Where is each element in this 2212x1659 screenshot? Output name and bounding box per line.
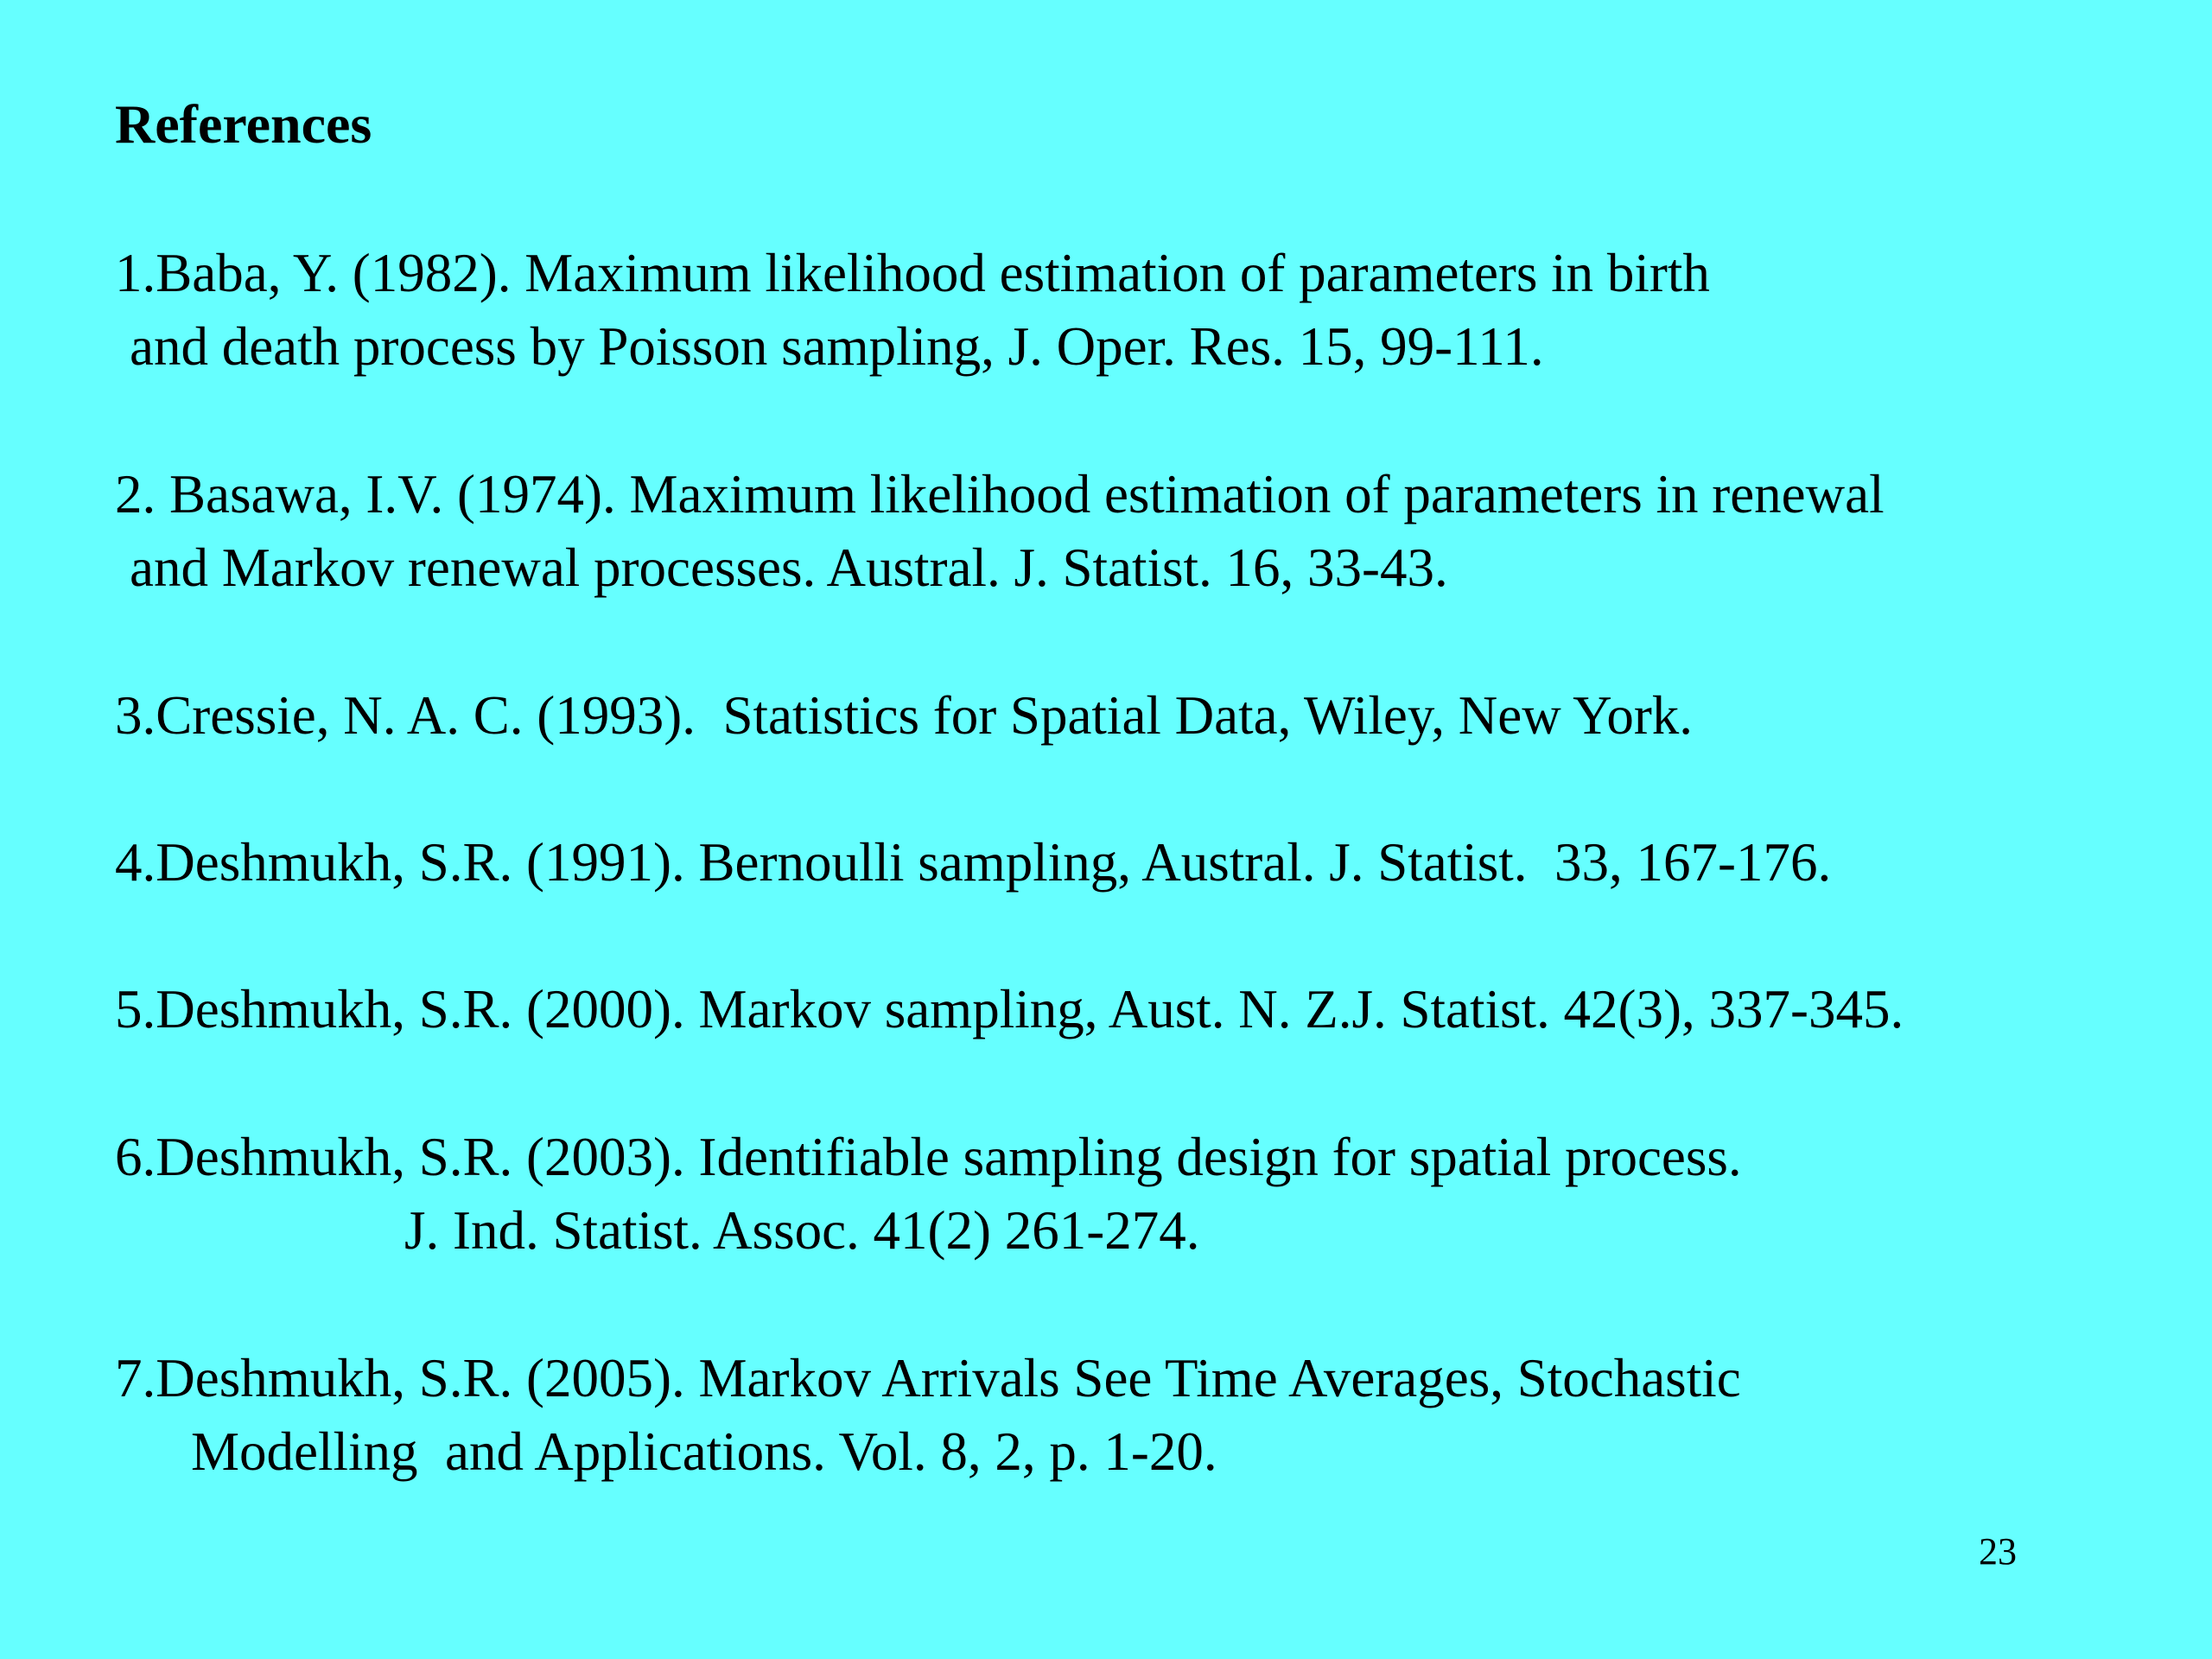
reference-7-line-2: Modelling and Applications. Vol. 8, 2, p. 1-20. bbox=[191, 1421, 1217, 1482]
reference-1-line-1: 1.Baba, Y. (1982). Maximum likelihood estimation of parameters in birth bbox=[115, 243, 1710, 303]
reference-4-line-1: 4.Deshmukh, S.R. (1991). Bernoulli sampling, Austral. J. Statist. 33, 167-176. bbox=[115, 832, 1832, 893]
reference-item-2 bbox=[115, 458, 1885, 605]
reference-3-line-1: 3.Cressie, N. A. C. (1993). Statistics for Spatial Data, Wiley, New York. bbox=[115, 685, 1694, 746]
page-number: 23 bbox=[1979, 1530, 2017, 1573]
reference-item-1 bbox=[115, 237, 1710, 384]
reference-5-line-1: 5.Deshmukh, S.R. (2000). Markov sampling, Aust. N. Z.J. Statist. 42(3), 337-345. bbox=[115, 979, 1904, 1039]
reference-item-4 bbox=[115, 826, 1831, 899]
reference-item-3 bbox=[115, 679, 1693, 753]
reference-2-line-1: 2. Basawa, I.V. (1974). Maximum likelihood estimation of parameters in renewal bbox=[115, 464, 1885, 524]
reference-item-5 bbox=[115, 973, 1904, 1046]
reference-7-line-1: 7.Deshmukh, S.R. (2005). Markov Arrivals See Time Averages, Stochastic bbox=[115, 1348, 1741, 1408]
references-title: References bbox=[115, 93, 372, 155]
reference-item-7 bbox=[115, 1342, 1741, 1489]
reference-6-line-2: J. Ind. Statist. Assoc. 41(2) 261-274. bbox=[404, 1200, 1200, 1261]
reference-1-line-2: and death process by Poisson sampling, J. Oper. Res. 15, 99-111. bbox=[130, 316, 1544, 377]
reference-6-line-1: 6.Deshmukh, S.R. (2003). Identifiable sampling design for spatial process. bbox=[115, 1127, 1742, 1187]
reference-2-line-2: and Markov renewal processes. Austral. J. Statist. 16, 33-43. bbox=[130, 537, 1448, 598]
reference-item-6 bbox=[115, 1121, 1742, 1268]
